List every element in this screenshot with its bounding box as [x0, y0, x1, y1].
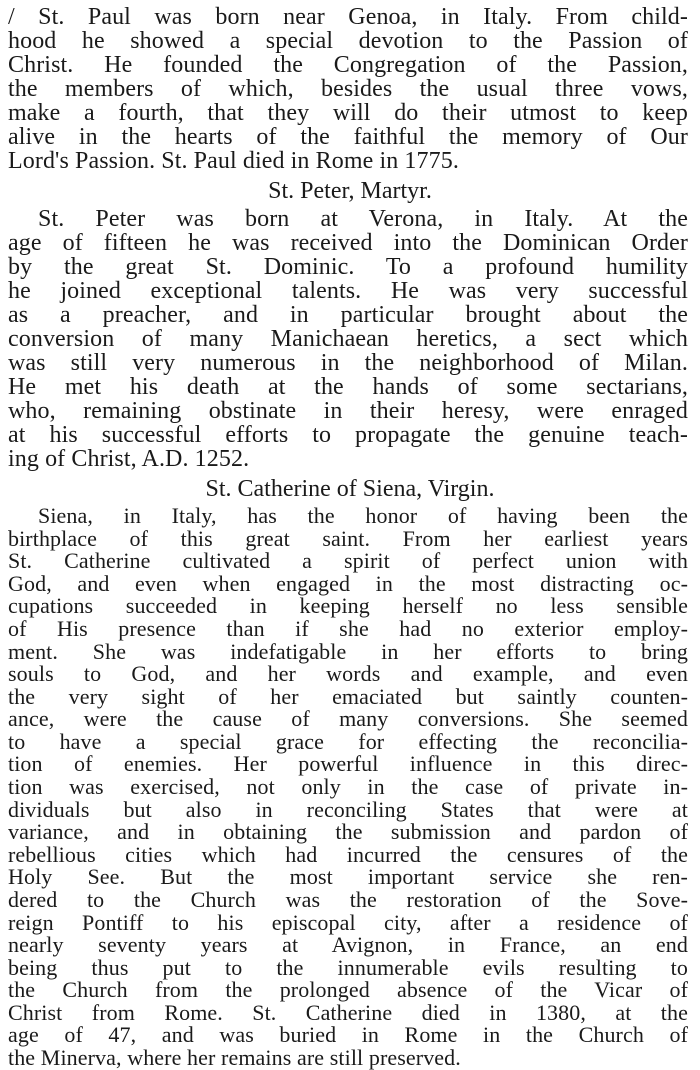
paragraph-line: at his successful efforts to propagate the genuine teach- [8, 422, 688, 448]
paragraph-line: ance, were the cause of many conversions. She seemed [8, 706, 688, 732]
paragraph-line: reign Pontiff to his episcopal city, after a residence of [8, 909, 688, 935]
paragraph-line: the Minerva, where her remains are still preserved. [8, 1045, 461, 1070]
paragraph-line: variance, and in obtaining the submission and pardon of [8, 819, 688, 845]
paragraph-line: tion was exercised, not only in the case of private in- [8, 774, 688, 799]
paragraph-line: St. Peter was born at Verona, in Italy. At the [38, 206, 688, 232]
paragraph-line: He met his death at the hands of some sectarians, [8, 374, 688, 400]
paragraph-line: dividuals but also in reconciling States that were at [8, 796, 688, 822]
paragraph-line: ment. She was indefatigable in her efforts to bring [8, 638, 688, 664]
paragraph-line: birthplace of this great saint. From her earliest years [8, 525, 688, 551]
paragraph-line: conversion of many Manichaean heretics, a sect which [8, 326, 688, 352]
paragraph-line: Lord's Passion. St. Paul died in Rome in 1775. [8, 148, 459, 174]
section-heading: St. Peter, Martyr. [268, 178, 432, 204]
paragraph-line: the very sight of her emaciated but saintly counten- [8, 683, 688, 709]
paragraph-line: he joined exceptional talents. He was very successful [8, 278, 688, 304]
paragraph-line: as a preacher, and in particular brought about the [8, 302, 688, 328]
paragraph-line: by the great St. Dominic. To a profound humility [8, 254, 688, 280]
paragraph-line: Holy See. But the most important service she ren- [8, 864, 688, 890]
paragraph-line: who, remaining obstinate in their heresy, were enraged [8, 398, 688, 424]
paragraph-line: being thus put to the innumerable evils resulting to [8, 954, 688, 980]
paragraph-line: dered to the Church was the restoration of the Sove- [8, 886, 688, 912]
paragraph-line: nearly seventy years at Avignon, in France, an end [8, 932, 688, 958]
paragraph-line: God, and even when engaged in the most distracting oc- [8, 570, 688, 596]
paragraph-line: age of 47, and was buried in Rome in the Church of [8, 1022, 688, 1048]
paragraph-line: Christ. He founded the Congregation of the Passion, [8, 52, 688, 78]
paragraph-line: alive in the hearts of the faithful the memory of Our [8, 124, 688, 150]
paragraph-line: age of fifteen he was received into the Dominican Order [8, 230, 688, 256]
paragraph-line: was still very numerous in the neighborhood of Milan. [8, 350, 688, 376]
paragraph-line: / St. Paul was born near Genoa, in Italy. From child- [8, 4, 688, 30]
paragraph-line: rebellious cities which had incurred the censures of the [8, 841, 688, 867]
paragraph-line: to have a special grace for effecting the reconcilia- [8, 728, 688, 754]
paragraph-line: St. Catherine cultivated a spirit of perfect union with [8, 548, 688, 574]
paragraph-line: the members of which, besides the usual three vows, [8, 76, 688, 102]
paragraph-line: the Church from the prolonged absence of the Vicar of [8, 977, 688, 1003]
paragraph-line: tion of enemies. Her powerful influence in this direc- [8, 751, 688, 777]
paragraph-line: Siena, in Italy, has the honor of having been the [38, 503, 688, 528]
paragraph-line: of His presence than if she had no exterior employ- [8, 615, 688, 641]
paragraph-line: souls to God, and her words and example, and even [8, 661, 688, 687]
paragraph-line: ing of Christ, A.D. 1252. [8, 446, 250, 472]
paragraph-line: hood he showed a special devotion to the Passion of [8, 28, 688, 54]
section-heading: St. Catherine of Siena, Virgin. [205, 476, 495, 502]
paragraph-line: Christ from Rome. St. Catherine died in 1380, at the [8, 999, 688, 1025]
paragraph-line: cupations succeeded in keeping herself no less sensible [8, 593, 688, 619]
paragraph-line: make a fourth, that they will do their utmost to keep [8, 100, 688, 126]
